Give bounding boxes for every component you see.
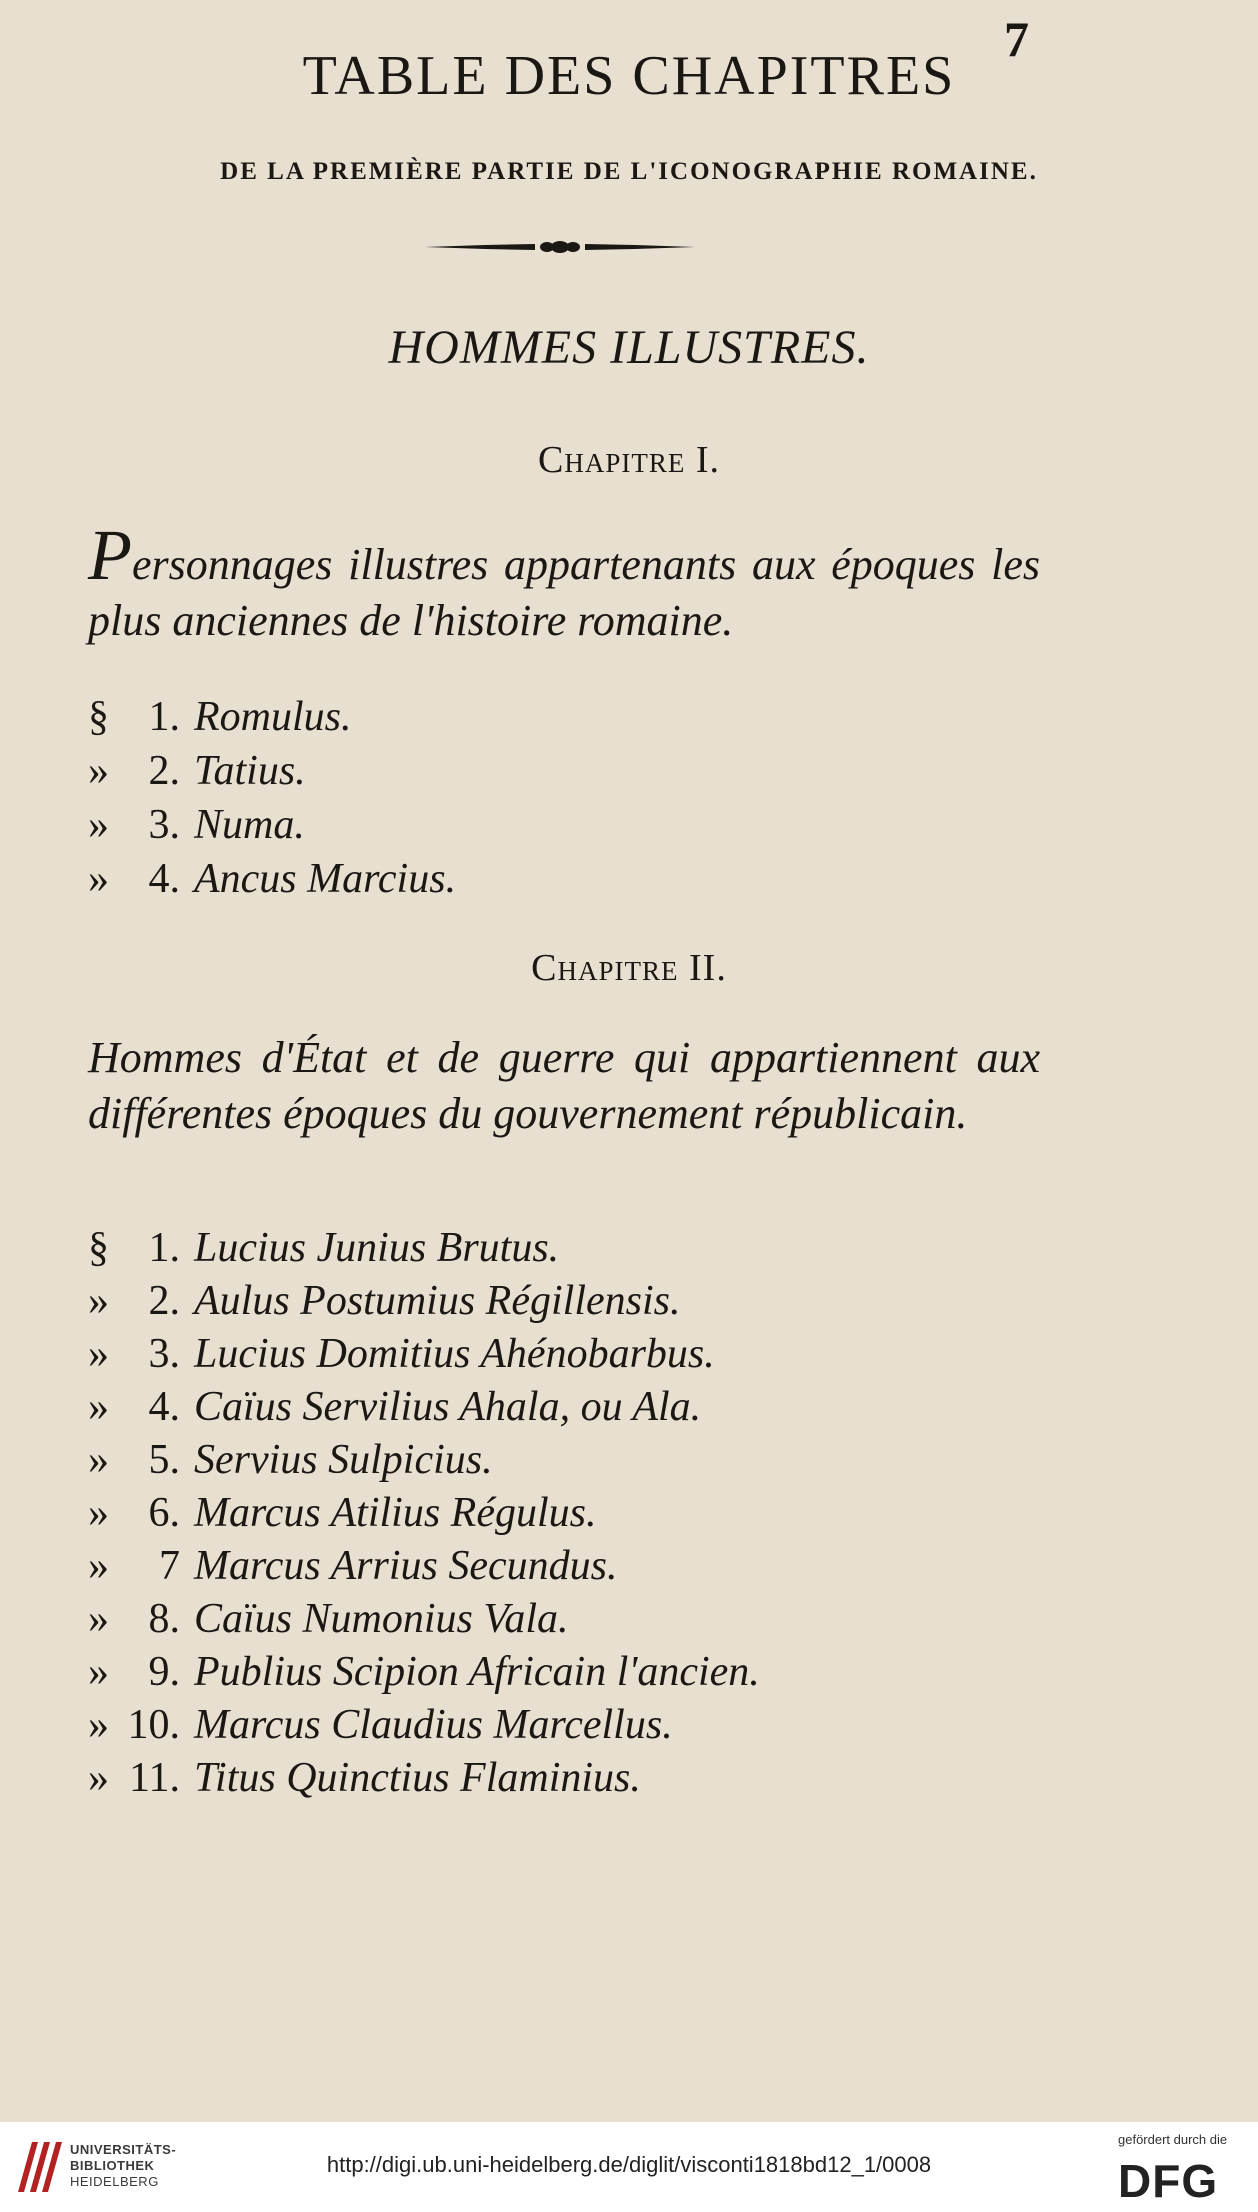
item-number: 4. <box>148 1384 180 1430</box>
chapter-2-heading: Chapitre II. <box>531 947 727 989</box>
item-number: 2. <box>148 748 180 794</box>
item-name: Marcus Claudius Marcellus. <box>194 1702 673 1748</box>
viewer-footer <box>0 2122 1258 2212</box>
item-mark: » <box>88 1331 109 1377</box>
library-name-line: HEIDELBERG <box>70 2174 159 2189</box>
list-item <box>88 690 1088 744</box>
page-number: 7 <box>1004 11 1029 67</box>
item-name: Aulus Postumius Régillensis. <box>194 1278 681 1324</box>
item-number: 10. <box>127 1702 180 1748</box>
item-number: 6. <box>148 1490 180 1536</box>
item-mark: » <box>88 1437 109 1483</box>
item-number: 11. <box>129 1755 180 1801</box>
item-number: 2. <box>148 1278 180 1324</box>
library-name-line: BIBLIOTHEK <box>70 2158 155 2173</box>
list-item <box>88 798 1088 852</box>
item-mark: » <box>88 748 109 794</box>
item-number: 3. <box>148 1331 180 1377</box>
list-item <box>88 744 1088 798</box>
list-item <box>88 852 1088 906</box>
item-mark: » <box>88 1278 109 1324</box>
item-number: 4. <box>148 856 180 902</box>
chapter-2-list <box>88 1222 1088 1805</box>
item-mark: » <box>88 1596 109 1642</box>
list-item <box>88 1752 1088 1805</box>
list-item <box>88 1593 1088 1646</box>
drop-cap: P <box>88 515 132 595</box>
dfg-logo[interactable]: DFG <box>1118 2155 1219 2207</box>
item-number: 9. <box>148 1649 180 1695</box>
item-number: 1. <box>148 694 180 740</box>
list-item <box>88 1646 1088 1699</box>
list-item <box>88 1275 1088 1328</box>
item-number: 3. <box>148 802 180 848</box>
item-mark: » <box>88 1649 109 1695</box>
item-number: 1. <box>148 1225 180 1271</box>
item-mark: » <box>88 1543 109 1589</box>
item-mark: » <box>88 856 109 902</box>
item-mark: » <box>88 1755 109 1801</box>
item-mark: § <box>88 1225 109 1271</box>
item-name: Numa. <box>194 802 305 848</box>
list-item <box>88 1381 1088 1434</box>
list-item <box>88 1328 1088 1381</box>
item-name: Servius Sulpicius. <box>194 1437 493 1483</box>
list-item <box>88 1487 1088 1540</box>
chapter-1-list <box>88 690 1088 906</box>
list-item <box>88 1699 1088 1752</box>
item-name: Marcus Atilius Régulus. <box>194 1490 597 1536</box>
sponsor-caption: gefördert durch die <box>1118 2132 1228 2147</box>
item-name: Lucius Domitius Ahénobarbus. <box>194 1331 715 1377</box>
item-name: Ancus Marcius. <box>194 856 457 902</box>
item-mark: » <box>88 1384 109 1430</box>
item-number: 5. <box>148 1437 180 1483</box>
chapter-2-description: Hommes d'État et de guerre qui appartiennent aux différentes époques du gouvernement républicain. <box>88 1033 1040 1138</box>
item-mark: » <box>88 802 109 848</box>
item-name: Publius Scipion Africain l'ancien. <box>194 1649 760 1695</box>
library-name-line: UNIVERSITÄTS- <box>70 2142 177 2157</box>
ornament-rule <box>425 238 695 256</box>
chapter-1-heading: Chapitre I. <box>538 439 720 481</box>
section-heading: HOMMES ILLUSTRES. <box>388 321 870 374</box>
item-mark: § <box>88 694 109 740</box>
item-name: Lucius Junius Brutus. <box>194 1225 560 1271</box>
chapter-1-description-text: ersonnages illustres appartenants aux époques les plus anciennes de l'histoire romaine. <box>88 540 1040 645</box>
item-name: Caïus Servilius Ahala, ou Ala. <box>194 1384 702 1430</box>
page-subtitle: DE LA PREMIÈRE PARTIE DE L'ICONOGRAPHIE ROMAINE. <box>220 158 1038 185</box>
permalink-url[interactable]: http://digi.ub.uni-heidelberg.de/diglit/visconti1818bd12_1/0008 <box>326 2152 932 2177</box>
item-name: Tatius. <box>194 748 306 794</box>
item-name: Romulus. <box>194 694 352 740</box>
item-name: Caïus Numonius Vala. <box>194 1596 569 1642</box>
item-mark: » <box>88 1490 109 1536</box>
item-number: 7 <box>159 1543 180 1589</box>
list-item <box>88 1434 1088 1487</box>
page-title: TABLE DES CHAPITRES <box>302 45 956 107</box>
item-mark: » <box>88 1702 109 1748</box>
list-item <box>88 1540 1088 1593</box>
chapter-1-description <box>88 515 1040 649</box>
item-number: 8. <box>148 1596 180 1642</box>
item-name: Marcus Arrius Secundus. <box>194 1543 618 1589</box>
list-item <box>88 1222 1088 1275</box>
item-name: Titus Quinctius Flaminius. <box>194 1755 641 1801</box>
